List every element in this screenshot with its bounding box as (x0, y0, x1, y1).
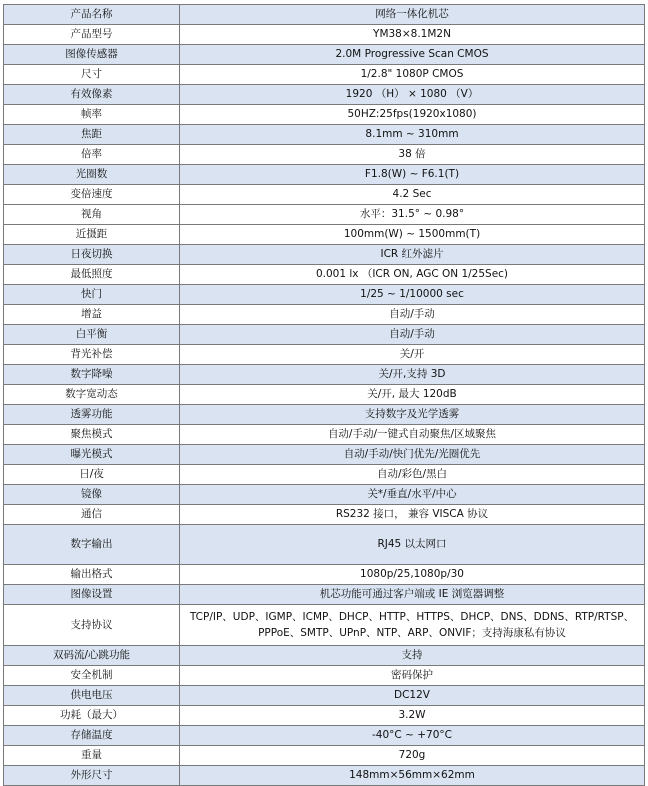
spec-label: 尺寸 (4, 65, 180, 85)
spec-value: 机芯功能可通过客户端或 IE 浏览器调整 (180, 585, 645, 605)
spec-row (4, 305, 645, 325)
spec-row (4, 5, 645, 25)
spec-row (4, 465, 645, 485)
spec-value: YM38×8.1M2N (180, 25, 645, 45)
spec-label: 数字降噪 (4, 365, 180, 385)
spec-label: 透雾功能 (4, 405, 180, 425)
spec-label: 日/夜 (4, 465, 180, 485)
spec-label: 变倍速度 (4, 185, 180, 205)
spec-table-body (4, 5, 645, 786)
spec-label: 帧率 (4, 105, 180, 125)
spec-label: 双码流/心跳功能 (4, 646, 180, 666)
spec-label: 支持协议 (4, 605, 180, 646)
spec-label: 重量 (4, 746, 180, 766)
spec-row (4, 405, 645, 425)
spec-row (4, 726, 645, 746)
spec-value: 2.0M Progressive Scan CMOS (180, 45, 645, 65)
spec-value: 1/25 ~ 1/10000 sec (180, 285, 645, 305)
spec-label: 近摄距 (4, 225, 180, 245)
spec-label: 通信 (4, 505, 180, 525)
spec-label: 供电电压 (4, 686, 180, 706)
spec-label: 镜像 (4, 485, 180, 505)
spec-row (4, 105, 645, 125)
spec-value: 自动/手动 (180, 305, 645, 325)
spec-label: 输出格式 (4, 565, 180, 585)
spec-value: 3.2W (180, 706, 645, 726)
spec-label: 聚焦模式 (4, 425, 180, 445)
spec-label: 安全机制 (4, 666, 180, 686)
spec-row (4, 485, 645, 505)
spec-label: 焦距 (4, 125, 180, 145)
spec-row (4, 565, 645, 585)
spec-row (4, 646, 645, 666)
spec-value: 支持 (180, 646, 645, 666)
spec-row (4, 45, 645, 65)
spec-label: 图像设置 (4, 585, 180, 605)
spec-row (4, 766, 645, 786)
spec-row (4, 425, 645, 445)
spec-row (4, 245, 645, 265)
spec-label: 光圈数 (4, 165, 180, 185)
spec-label: 视角 (4, 205, 180, 225)
spec-value: 1/2.8" 1080P CMOS (180, 65, 645, 85)
spec-label: 有效像素 (4, 85, 180, 105)
spec-value: 720g (180, 746, 645, 766)
spec-label: 最低照度 (4, 265, 180, 285)
spec-value: 水平：31.5° ~ 0.98° (180, 205, 645, 225)
spec-row (4, 325, 645, 345)
spec-value: F1.8(W) ~ F6.1(T) (180, 165, 645, 185)
spec-label: 存储温度 (4, 726, 180, 746)
spec-value: 8.1mm ~ 310mm (180, 125, 645, 145)
spec-value: RS232 接口， 兼容 VISCA 协议 (180, 505, 645, 525)
spec-row (4, 25, 645, 45)
spec-value: 50HZ:25fps(1920x1080) (180, 105, 645, 125)
spec-row (4, 65, 645, 85)
spec-label: 产品名称 (4, 5, 180, 25)
spec-row (4, 746, 645, 766)
spec-value: 关/开, 最大 120dB (180, 385, 645, 405)
spec-value: 0.001 lx （ICR ON, AGC ON 1/25Sec) (180, 265, 645, 285)
spec-value: 关/开 (180, 345, 645, 365)
spec-row (4, 205, 645, 225)
spec-label: 功耗（最大） (4, 706, 180, 726)
spec-row (4, 225, 645, 245)
spec-label: 背光补偿 (4, 345, 180, 365)
spec-row (4, 125, 645, 145)
spec-table (3, 4, 645, 786)
spec-label: 外形尺寸 (4, 766, 180, 786)
spec-value: 自动/手动/一键式自动聚焦/区域聚焦 (180, 425, 645, 445)
spec-value: 1920 （H） × 1080 （V） (180, 85, 645, 105)
spec-value: 密码保护 (180, 666, 645, 686)
spec-row (4, 385, 645, 405)
spec-row (4, 265, 645, 285)
spec-label: 增益 (4, 305, 180, 325)
spec-value: RJ45 以太网口 (180, 525, 645, 565)
spec-row (4, 85, 645, 105)
spec-row (4, 345, 645, 365)
spec-row (4, 365, 645, 385)
spec-label: 数字宽动态 (4, 385, 180, 405)
spec-value: 网络一体化机芯 (180, 5, 645, 25)
spec-value: -40°C ~ +70°C (180, 726, 645, 746)
spec-value: TCP/IP、UDP、IGMP、ICMP、DHCP、HTTP、HTTPS、DHCP、DNS、DDNS、RTP/RTSP、PPPoE、SMTP、UPnP、NTP、ARP、ONVIF；支持海康私有协议 (180, 605, 645, 646)
spec-value: 4.2 Sec (180, 185, 645, 205)
spec-label: 图像传感器 (4, 45, 180, 65)
spec-value: 100mm(W) ~ 1500mm(T) (180, 225, 645, 245)
spec-label: 倍率 (4, 145, 180, 165)
spec-row (4, 445, 645, 465)
spec-value: 38 倍 (180, 145, 645, 165)
spec-value: 自动/手动 (180, 325, 645, 345)
spec-value: 自动/手动/快门优先/光圈优先 (180, 445, 645, 465)
spec-label: 曝光模式 (4, 445, 180, 465)
spec-row (4, 605, 645, 646)
spec-label: 数字输出 (4, 525, 180, 565)
spec-row (4, 525, 645, 565)
spec-row (4, 505, 645, 525)
spec-row (4, 666, 645, 686)
spec-value: 支持数字及光学透雾 (180, 405, 645, 425)
spec-row (4, 585, 645, 605)
spec-value: 关/开,支持 3D (180, 365, 645, 385)
spec-row (4, 185, 645, 205)
spec-value: DC12V (180, 686, 645, 706)
spec-label: 白平衡 (4, 325, 180, 345)
spec-row (4, 686, 645, 706)
spec-value: 自动/彩色/黑白 (180, 465, 645, 485)
spec-row (4, 285, 645, 305)
spec-row (4, 145, 645, 165)
spec-value: 148mm×56mm×62mm (180, 766, 645, 786)
spec-label: 产品型号 (4, 25, 180, 45)
spec-value: 1080p/25,1080p/30 (180, 565, 645, 585)
spec-label: 快门 (4, 285, 180, 305)
spec-value: ICR 红外滤片 (180, 245, 645, 265)
spec-label: 日夜切换 (4, 245, 180, 265)
spec-value: 关*/垂直/水平/中心 (180, 485, 645, 505)
spec-row (4, 706, 645, 726)
spec-row (4, 165, 645, 185)
